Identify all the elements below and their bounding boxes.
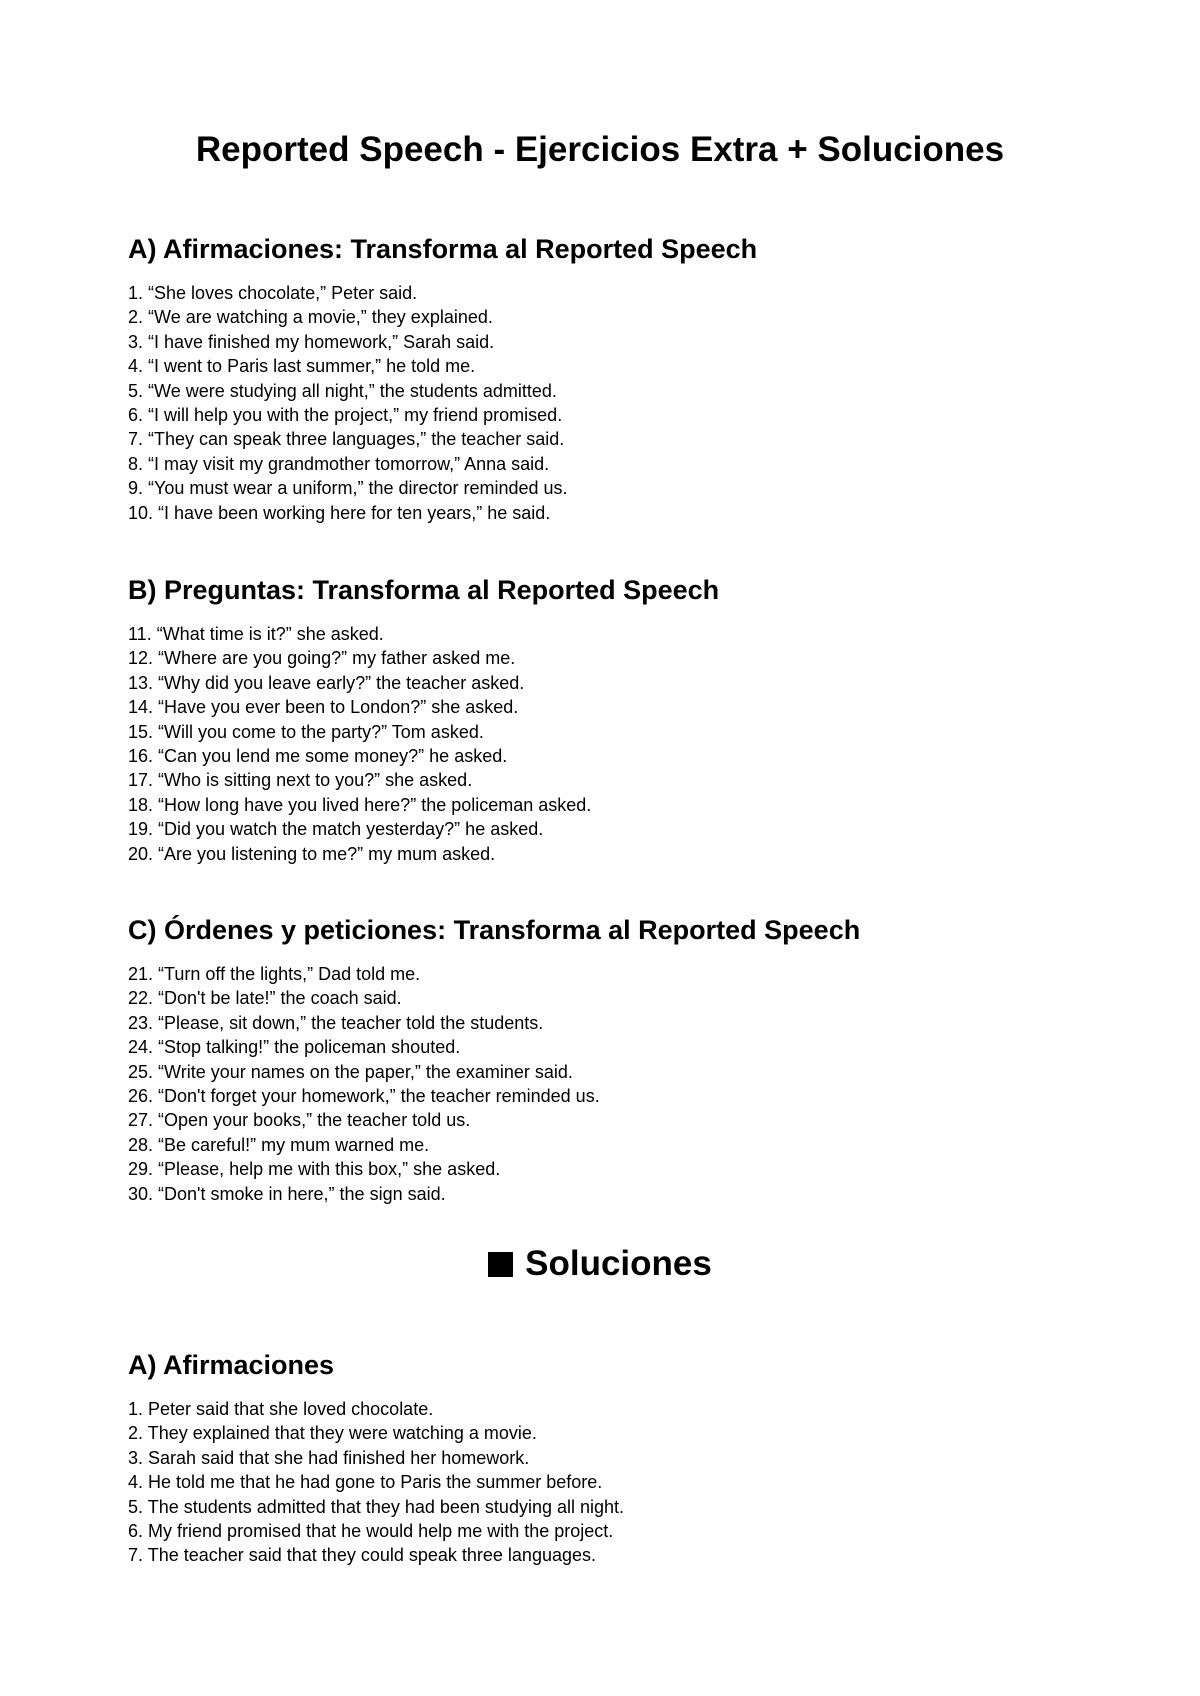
solutions-title-text: Soluciones (525, 1244, 712, 1283)
list-item (128, 1060, 600, 1084)
item-number: 1 . (128, 1399, 148, 1419)
item-number: 26 . (128, 1086, 158, 1106)
solutions-title (0, 1240, 1200, 1288)
item-number: 13 . (128, 673, 158, 693)
item-text: “Where are you going?” my father asked me. (158, 648, 516, 669)
square-bullet-icon (488, 1252, 513, 1277)
item-text: He told me that he had gone to Paris the summer before. (148, 1472, 603, 1493)
item-text: Peter said that she loved chocolate. (148, 1399, 434, 1419)
list-item (128, 501, 568, 525)
item-number: 7 . (128, 1545, 148, 1565)
item-text: “I have been working here for ten years,” he said. (158, 502, 551, 523)
item-number: 2 . (128, 1423, 148, 1443)
list-item (128, 1133, 600, 1157)
list-item (128, 281, 568, 305)
list-item (128, 1495, 624, 1519)
item-text: The teacher said that they could speak three languages. (147, 1545, 596, 1566)
item-text: “Please, sit down,” the teacher told the students. (158, 1012, 544, 1033)
item-number: 7 . (128, 429, 148, 449)
item-text: “Turn off the lights,” Dad told me. (158, 964, 421, 984)
item-number: 19 . (128, 819, 158, 839)
solutions-list-afirmaciones (128, 1397, 624, 1568)
list-item (128, 1446, 624, 1470)
item-number: 4 . (128, 356, 148, 376)
item-text: “We were studying all night,” the students admitted. (148, 380, 557, 401)
item-number: 4 . (128, 1472, 148, 1492)
item-number: 23 . (128, 1013, 158, 1033)
list-item (128, 986, 600, 1010)
item-number: 15 . (128, 722, 158, 742)
list-item (128, 476, 568, 500)
item-number: 3 . (128, 1448, 148, 1468)
list-item (128, 744, 591, 768)
list-item (128, 354, 568, 378)
item-number: 9 . (128, 478, 148, 498)
item-text: “Have you ever been to London?” she asked. (158, 697, 519, 718)
list-item (128, 1182, 600, 1206)
exercise-list-preguntas (128, 622, 591, 866)
item-number: 27 . (128, 1110, 158, 1130)
item-text: The students admitted that they had been studying all night. (147, 1496, 625, 1517)
item-text: “You must wear a uniform,” the director reminded us. (148, 478, 568, 499)
item-text: “Did you watch the match yesterday?” he asked. (158, 819, 544, 840)
list-item (128, 1543, 624, 1567)
list-item (128, 695, 591, 719)
list-item (128, 1421, 624, 1445)
item-number: 6 . (128, 405, 148, 425)
list-item (128, 1157, 600, 1181)
item-number: 5 . (128, 1497, 148, 1517)
item-text: “Please, help me with this box,” she asked. (158, 1159, 501, 1180)
item-number: 10 . (128, 503, 158, 523)
list-item (128, 330, 568, 354)
item-number: 14 . (128, 697, 158, 717)
item-number: 25 . (128, 1062, 158, 1082)
section-heading-afirmaciones: A) Afirmaciones: Transforma al Reported Speech (128, 234, 758, 264)
item-number: 24 . (128, 1037, 158, 1057)
list-item (128, 1397, 624, 1421)
list-item (128, 646, 591, 670)
list-item (128, 1035, 600, 1059)
section-heading-preguntas: B) Preguntas: Transforma al Reported Speech (128, 575, 720, 605)
item-text: “What time is it?” she asked. (156, 624, 384, 644)
item-text: “Write your names on the paper,” the examiner said. (158, 1061, 573, 1082)
list-item (128, 1108, 600, 1132)
item-text: “Don't be late!” the coach said. (158, 988, 402, 1009)
item-text: “Are you listening to me?” my mum asked. (158, 843, 496, 864)
list-item (128, 671, 591, 695)
item-text: They explained that they were watching a movie. (147, 1423, 537, 1444)
solutions-heading-afirmaciones: A) Afirmaciones (128, 1350, 335, 1380)
item-text: “Open your books,” the teacher told us. (158, 1110, 471, 1131)
list-item (128, 1011, 600, 1035)
item-text: “I went to Paris last summer,” he told me. (148, 356, 476, 377)
item-text: “Can you lend me some money?” he asked. (158, 745, 508, 766)
item-number: 5 . (128, 381, 148, 401)
list-item (128, 379, 568, 403)
item-number: 8 . (128, 454, 148, 474)
list-item (128, 1084, 600, 1108)
item-text: “Who is sitting next to you?” she asked. (158, 770, 473, 791)
item-number: 1 . (128, 283, 148, 303)
list-item (128, 817, 591, 841)
item-text: “Don't smoke in here,” the sign said. (158, 1183, 446, 1204)
exercise-list-ordenes (128, 962, 600, 1206)
item-text: “She loves chocolate,” Peter said. (148, 283, 418, 303)
item-number: 28 . (128, 1135, 158, 1155)
list-item (128, 1470, 624, 1494)
item-text: “Why did you leave early?” the teacher asked. (158, 672, 525, 693)
list-item (128, 427, 568, 451)
exercise-list-afirmaciones (128, 281, 568, 525)
item-number: 12 . (128, 648, 158, 668)
list-item (128, 720, 591, 744)
item-text: “How long have you lived here?” the policeman asked. (158, 794, 592, 815)
item-number: 6 . (128, 1521, 148, 1541)
list-item (128, 768, 591, 792)
list-item (128, 842, 591, 866)
item-text: “Don't forget your homework,” the teacher reminded us. (158, 1085, 600, 1106)
list-item (128, 793, 591, 817)
item-text: “We are watching a movie,” they explained. (148, 307, 493, 328)
item-text: “I may visit my grandmother tomorrow,” Anna said. (148, 453, 550, 474)
item-number: 29 . (128, 1159, 158, 1179)
item-text: “I will help you with the project,” my friend promised. (148, 404, 563, 425)
item-text: My friend promised that he would help me with the project. (148, 1520, 614, 1541)
item-text: “Stop talking!” the policeman shouted. (158, 1037, 461, 1058)
item-text: “I have finished my homework,” Sarah said. (148, 331, 495, 352)
list-item (128, 962, 600, 986)
list-item (128, 1519, 624, 1543)
list-item (128, 305, 568, 329)
item-number: 17 . (128, 770, 158, 790)
list-item (128, 452, 568, 476)
item-number: 22 . (128, 988, 158, 1008)
item-number: 16 . (128, 746, 158, 766)
item-text: “Will you come to the party?” Tom asked. (158, 721, 484, 742)
item-number: 30 . (128, 1184, 158, 1204)
list-item (128, 403, 568, 427)
list-item (128, 622, 591, 646)
section-heading-ordenes: C) Órdenes y peticiones: Transforma al Reported Speech (128, 915, 861, 945)
item-text: “They can speak three languages,” the teacher said. (148, 429, 565, 450)
item-number: 2 . (128, 307, 148, 327)
item-number: 3 . (128, 332, 148, 352)
item-number: 20 . (128, 844, 158, 864)
item-number: 11 . (128, 624, 157, 644)
item-text: “Be careful!” my mum warned me. (158, 1134, 430, 1155)
item-number: 21 . (128, 964, 158, 984)
item-number: 18 . (128, 795, 158, 815)
document-title: Reported Speech - Ejercicios Extra + Soluciones (195, 130, 1005, 169)
item-text: Sarah said that she had finished her homework. (148, 1447, 530, 1468)
